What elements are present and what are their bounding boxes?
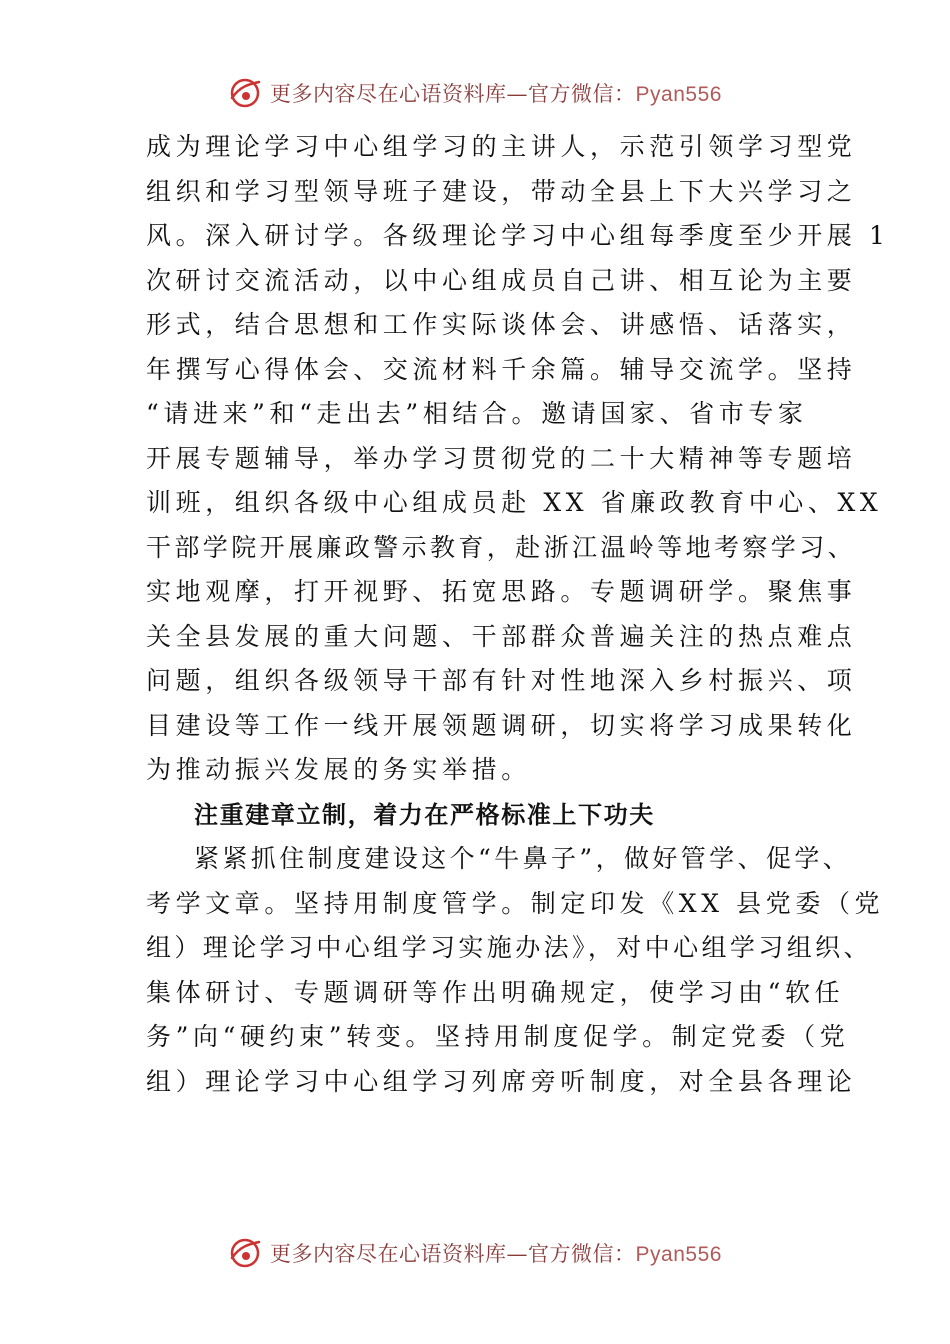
paragraph-line: 组）理论学习中心组学习实施办法》，对中心组学习组织、 <box>146 933 872 962</box>
watermark-text: 更多内容尽在心语资料库—官方微信：Pyan556 <box>270 82 722 106</box>
paragraph-line: 组织和学习型领导班子建设，带动全县上下大兴学习之 <box>146 176 857 206</box>
section-heading: 注重建章立制，着力在严格标准上下功夫 <box>194 800 655 829</box>
logo-icon <box>228 1236 262 1270</box>
paragraph-line: 实地观摩，打开视野、拓宽思路。专题调研学。聚焦事 <box>146 577 857 606</box>
paragraph-line: 年撰写心得体会、交流材料千余篇。辅导交流学。坚持 <box>146 354 857 384</box>
paragraph-line: 开展专题辅导，举办学习贯彻党的二十大精神等专题培 <box>146 443 857 473</box>
logo-icon <box>228 76 262 110</box>
paragraph-line: 考学文章。坚持用制度管学。制定印发《XX 县党委（党 <box>146 888 885 918</box>
paragraph-line: 风。深入研讨学。各级理论学习中心组每季度至少开展 1 <box>146 221 890 250</box>
paragraph-line: 组）理论学习中心组学习列席旁听制度，对全县各理论 <box>146 1066 857 1096</box>
paragraph-line: 形式，结合思想和工作实际谈体会、讲感悟、话落实， <box>146 310 857 339</box>
paragraph-line: 紧紧抓住制度建设这个“牛鼻子”，做好管学、促学、 <box>194 844 852 873</box>
paragraph-line: 训班，组织各级中心组成员赴 XX 省廉政教育中心、XX <box>146 488 883 517</box>
watermark-text: 更多内容尽在心语资料库—官方微信：Pyan556 <box>270 1242 722 1266</box>
paragraph-line: “请进来”和“走出去”相结合。邀请国家、省市专家 <box>146 399 808 428</box>
paragraph-line: 为推动振兴发展的务实举措。 <box>146 755 531 784</box>
paragraph-line: 次研讨交流活动，以中心组成员自己讲、相互论为主要 <box>146 265 857 295</box>
paragraph-line: 干部学院开展廉政警示教育，赴浙江温岭等地考察学习、 <box>146 532 857 562</box>
paragraph-line: 目建设等工作一线开展领题调研，切实将学习成果转化 <box>146 710 857 740</box>
paragraph-line: 关全县发展的重大问题、干部群众普遍关注的热点难点 <box>146 621 857 651</box>
header-watermark <box>0 73 950 113</box>
paragraph-line: 问题，组织各级领导干部有针对性地深入乡村振兴、项 <box>146 666 857 695</box>
paragraph-line: 成为理论学习中心组学习的主讲人，示范引领学习型党 <box>146 132 857 161</box>
footer-watermark <box>0 1233 950 1273</box>
document-body <box>146 125 890 1104</box>
paragraph-line: 务”向“硬约束”转变。坚持用制度促学。制定党委（党 <box>146 1022 850 1051</box>
paragraph-line: 集体研讨、专题调研等作出明确规定，使学习由“软任 <box>146 977 845 1007</box>
